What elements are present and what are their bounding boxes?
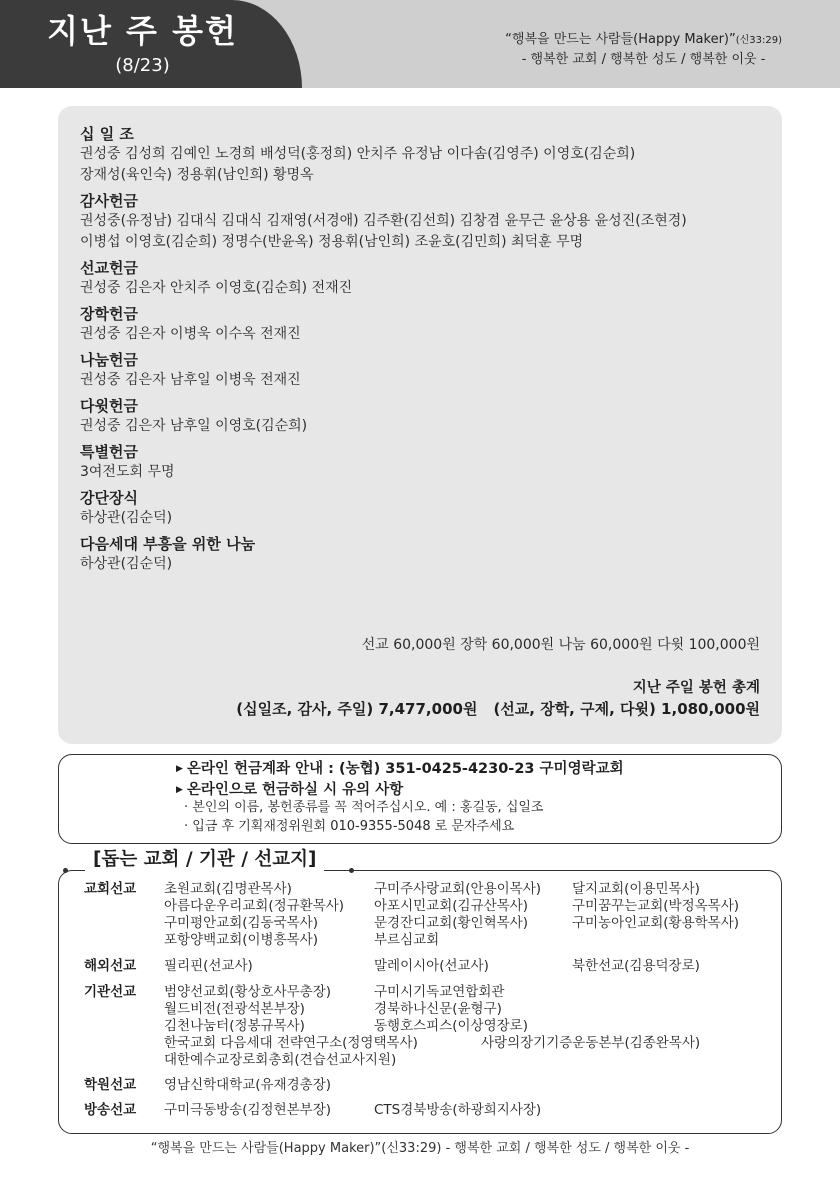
motto-line-2: - 행복한 교회 / 행복한 성도 / 행복한 이웃 -: [521, 52, 766, 67]
support-label: 기관선교: [84, 984, 137, 1000]
support-label: 학원선교: [84, 1077, 137, 1093]
church-item: 구미농아인교회(황용학목사): [572, 915, 740, 931]
support-label: 교회선교: [84, 881, 137, 897]
page-title: 지난 주 봉헌: [47, 12, 238, 50]
institution-item: 사랑의장기기증운동본부(김종완목사): [481, 1035, 701, 1051]
church-item: 문경잔디교회(황인혁목사): [374, 915, 528, 931]
institution-item: 동행호스피스(이상영장로): [374, 1018, 528, 1034]
institution-item: 범양선교회(황상호사무총장): [164, 984, 332, 1000]
footer-motto: “행복을 만드는 사람들(Happy Maker)”(신33:29) - 행복한 교회 / 행복한 성도 / 행복한 이웃 -: [150, 1141, 690, 1156]
category-title-mission: 선교헌금: [80, 259, 138, 277]
support-label: 방송선교: [84, 1102, 137, 1118]
support-title: [돕는 교회 / 기관 / 선교지]: [85, 847, 324, 873]
bullet-dot-icon: [63, 868, 68, 873]
overseas-item: 말레이시아(선교사): [374, 958, 489, 974]
category-names: 권성중(유정남) 김대식 김대식 김재영(서경애) 김주환(김선희) 김창겸 윤무근 윤상용 윤성진(조현경): [80, 213, 687, 229]
header-motto: [505, 30, 782, 69]
church-item: 구미주사랑교회(안용이목사): [374, 881, 542, 897]
online-note: · 본인의 이름, 봉헌종류를 꼭 적어주십시오. 예 : 홍길동, 십일조: [184, 800, 544, 815]
triangle-bullet-icon: ▶: [176, 785, 183, 795]
support-label: 해외선교: [84, 958, 137, 974]
institution-item: 한국교회 다음세대 전략연구소(정영택목사): [164, 1035, 418, 1051]
school-item: 영남신학대학교(유재경총장): [164, 1077, 332, 1093]
category-names: 하상관(김순덕): [80, 510, 173, 526]
online-note: · 입금 후 기획재정위원회 010-9355-5048 로 문자주세요: [184, 819, 515, 834]
category-names: 장재성(육인숙) 정용휘(남인희) 황명옥: [80, 167, 314, 183]
online-notice-line: [176, 780, 403, 800]
online-account: 온라인 헌금계좌 안내 : (농협) 351-0425-4230-23 구미영락교회: [186, 761, 624, 777]
motto-line-1: “행복을 만드는 사람들(Happy Maker)”: [505, 32, 736, 47]
broadcast-item: CTS경북방송(하광희지사장): [374, 1102, 542, 1118]
overseas-item: 필리핀(선교사): [164, 958, 253, 974]
offering-categories: [80, 124, 770, 575]
institution-item: 대한예수교장로회총회(견습선교사지원): [164, 1052, 397, 1068]
offering-totals: [236, 698, 760, 719]
header-band: [0, 0, 840, 88]
category-title-sharing: 나눔헌금: [80, 351, 138, 369]
overseas-item: 북한선교(김용덕장로): [572, 958, 700, 974]
institution-item: 경북하나신문(윤형구): [374, 1001, 502, 1017]
total-other: (선교, 장학, 구제, 다윗) 1,080,000원: [493, 700, 760, 718]
category-title-david: 다윗헌금: [80, 397, 138, 415]
bullet-dot-icon: [349, 868, 354, 873]
category-title-next-generation: 다음세대 부흥을 위한 나눔: [80, 535, 256, 553]
offering-breakdown: 선교 60,000원 장학 60,000원 나눔 60,000원 다윗 100,000원: [361, 637, 760, 653]
category-title-tithe: 십 일 조: [80, 125, 134, 143]
online-account-line: [176, 759, 624, 779]
church-item: 포항양백교회(이병흥목사): [164, 932, 318, 948]
church-item: 아포시민교회(김규산목사): [374, 898, 528, 914]
total-label: 지난 주일 봉헌 총계: [632, 680, 760, 696]
offerings-panel: [58, 106, 782, 744]
category-title-thanks: 감사헌금: [80, 192, 138, 210]
category-names: 권성중 김은자 이병욱 이수옥 전재진: [80, 326, 301, 342]
category-names: 권성중 김은자 안치주 이영호(김순희) 전재진: [80, 280, 353, 296]
church-item: 초원교회(김명관목사): [164, 881, 292, 897]
online-notice-title: 온라인으로 헌금하실 시 유의 사항: [186, 782, 404, 798]
category-names: 3여전도회 무명: [80, 464, 175, 480]
category-title-scholarship: 장학헌금: [80, 305, 138, 323]
broadcast-item: 구미극동방송(김정현본부장): [164, 1102, 332, 1118]
category-title-special: 특별헌금: [80, 443, 138, 461]
church-item: 달지교회(이용민목사): [572, 881, 700, 897]
motto-reference: (신33:29): [735, 35, 782, 46]
page-date: (8/23): [115, 55, 170, 76]
online-giving-panel: [58, 754, 782, 844]
triangle-bullet-icon: ▶: [176, 764, 183, 774]
church-item: 구미꿈꾸는교회(박정옥목사): [572, 898, 740, 914]
total-main: (십일조, 감사, 주일) 7,477,000원: [236, 700, 478, 718]
category-names: 권성중 김은자 남후일 이영호(김순희): [80, 418, 308, 434]
church-item: 아름다운우리교회(정규환목사): [164, 898, 345, 914]
category-names: 이병섭 이영호(김순희) 정명수(반윤옥) 정용휘(남인희) 조윤호(김민희) 최덕훈 무명: [80, 234, 584, 250]
category-names: 권성중 김은자 남후일 이병욱 전재진: [80, 372, 301, 388]
church-item: 부르심교회: [374, 932, 440, 948]
category-names: 하상관(김순덕): [80, 556, 173, 572]
institution-item: 월드비전(전광석본부장): [164, 1001, 305, 1017]
institution-item: 구미시기독교연합회관: [374, 984, 505, 1000]
category-names: 권성중 김성희 김예인 노경희 배성덕(홍정희) 안치주 유정남 이다솜(김영주) 이영호(김순희): [80, 146, 636, 162]
church-item: 구미평안교회(김동국목사): [164, 915, 318, 931]
category-title-altar-flowers: 강단장식: [80, 489, 138, 507]
institution-item: 김천나눔터(정봉규목사): [164, 1018, 305, 1034]
